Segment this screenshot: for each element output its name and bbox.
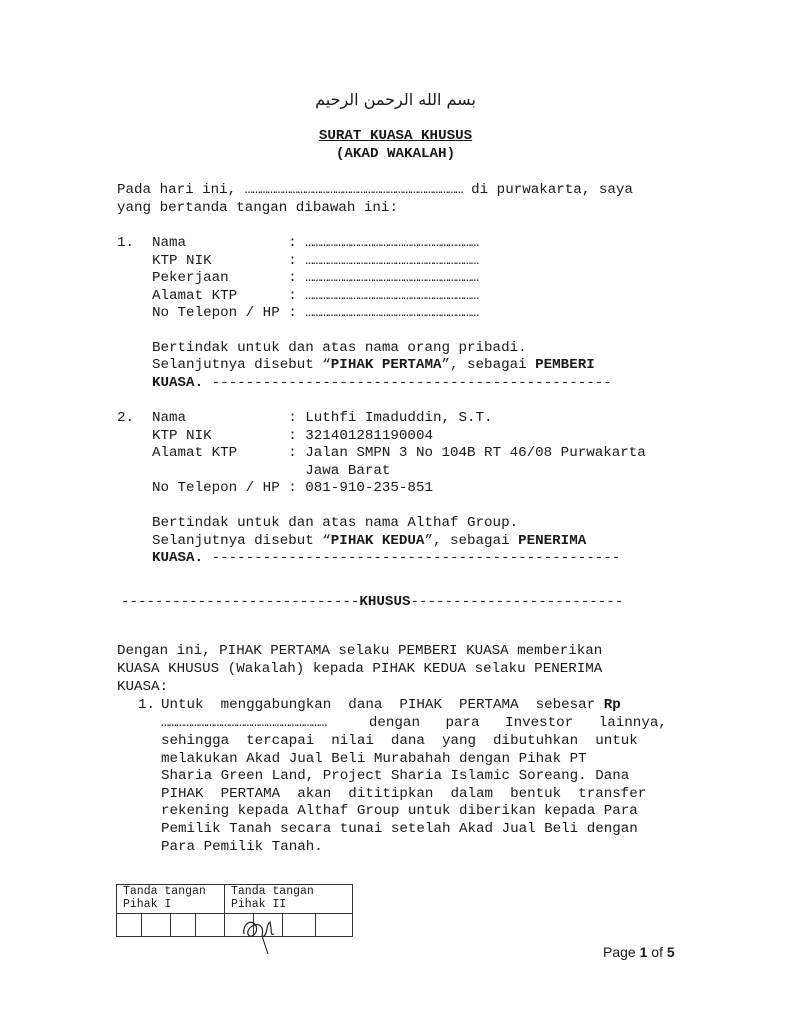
divider-right: ------------------------- [410,594,624,610]
document-title: SURAT KUASA KHUSUS [318,128,473,144]
page-of: of [647,944,667,960]
field-label: Alamat KTP [152,445,280,462]
party2-alias: PIHAK KEDUA [330,533,425,549]
item1-line: PIHAK PERTAMA akan dititipkan dalam bentuk transfer [161,785,647,802]
intro-text: Pada hari ini, [117,182,245,198]
currency-label: Rp [603,697,621,713]
party2-field-row [152,428,646,446]
party2-field-row [152,410,646,428]
field-value: Jawa Barat [305,462,391,479]
field-label: Nama [152,235,280,251]
field-label: KTP NIK [152,427,280,444]
party1-number: 1. [117,235,135,251]
called-mid: ”, sebagai [441,357,536,373]
party1-field-row [152,270,478,288]
field-sep [280,463,306,479]
signature-box [196,914,225,937]
party1-role: PEMBERI [535,357,595,373]
field-sep: : [279,270,306,287]
signature-box [316,914,353,937]
body-line-3: KUASA: [117,679,169,695]
field-value: …………………………………………………………… [305,270,479,287]
signature-header-party1 [117,885,225,914]
item1-line-1 [161,697,621,715]
field-sep: : [279,287,306,304]
item1-number: 1. [138,697,156,713]
section-divider [121,594,623,612]
field-label: No Telepon / HP [152,305,280,322]
party2-role-line [152,550,620,568]
page-number [603,944,675,960]
signature-table [116,884,353,937]
party2-role-cont: KUASA. [152,550,204,566]
field-sep: : [279,445,306,462]
item1-line: Pemilik Tanah secara tunai setelah Akad Jual Beli dengan [161,820,638,837]
page-total: 5 [666,944,675,960]
party1-field-row [152,253,478,271]
party1-field-row [152,235,478,253]
dash-filler: ------------------------------------------------ [203,550,621,566]
field-sep: : [279,305,306,322]
signature-label: Pihak II [231,898,287,911]
party1-fields [152,235,478,323]
party2-field-row [152,445,646,463]
party2-fields [152,410,646,498]
party2-role: PENERIMA [518,533,587,549]
signature-label: Tanda tangan [231,885,314,898]
intro-line-2: yang bertanda tangan dibawah ini: [117,200,398,216]
page-current: 1 [639,944,648,960]
party1-field-row [152,305,478,323]
party1-field-row [152,288,478,306]
item1-paragraph [161,733,646,856]
field-value: …………………………………………………………… [305,305,479,322]
field-label: Alamat KTP [152,287,280,304]
item1-line: Sharia Green Land, Project Sharia Islamic Soreang. Dana [161,768,630,785]
party1-called [152,357,595,375]
item1-line-2 [161,715,667,733]
field-label: KTP NIK [152,252,280,269]
field-value: 321401281190004 [305,427,433,444]
party1-role-cont: KUASA. [152,375,204,391]
signature-box [142,914,171,937]
item1-text: dengan para Investor lainnya, [326,715,667,731]
date-blank: …………………………………………………………………………… [244,182,463,198]
signature-box [283,914,316,937]
field-sep: : [279,427,306,444]
party2-field-row [152,480,646,498]
signature-label: Pihak I [123,898,172,911]
field-value: Jalan SMPN 3 No 104B RT 46/08 Purwakarta [305,445,646,462]
divider-left: ---------------------------- [121,594,360,610]
field-label: Pekerjaan [152,270,280,287]
amount-blank: ………………………………………………………… [161,715,327,731]
field-value: …………………………………………………………… [305,235,479,251]
party2-called [152,533,586,551]
party2-acting: Bertindak untuk dan atas nama Althaf Group. [152,515,519,531]
field-label [152,463,280,479]
dash-filler: ----------------------------------------------- [203,375,612,391]
body-line-2: KUASA KHUSUS (Wakalah) kepada PIHAK KEDUA selaku PENERIMA [117,661,603,677]
party2-number: 2. [117,410,135,426]
item1-line: rekening kepada Althaf Group untuk diberikan kepada Para [161,803,638,820]
signature-scribble-icon [240,906,276,958]
item1-text: Untuk menggabungkan dana PIHAK PERTAMA sebesar [161,697,604,713]
item1-line: Para Pemilik Tanah. [161,838,323,855]
field-label: Nama [152,410,280,426]
party1-role-line [152,375,612,393]
party2-field-row [152,463,646,481]
field-sep: : [279,410,306,426]
signature-label: Tanda tangan [123,885,206,898]
called-text: Selanjutnya disebut “ [152,357,331,373]
bismillah-heading: بسم الله الرحمن الرحيم [315,90,476,109]
called-mid: ”, sebagai [424,533,519,549]
body-line-1: Dengan ini, PIHAK PERTAMA selaku PEMBERI KUASA memberikan [117,643,603,659]
called-text: Selanjutnya disebut “ [152,533,331,549]
item1-line: melakukan Akad Jual Beli Murabahah dengan Pihak PT [161,750,587,767]
field-sep: : [279,480,306,497]
party1-acting: Bertindak untuk dan atas nama orang pribadi. [152,340,527,356]
item1-line: sehingga tercapai nilai dana yang dibutuhkan untuk [161,733,638,749]
intro-text-end: di purwakarta, saya [462,182,633,198]
field-value: 081-910-235-851 [305,480,433,497]
field-sep: : [279,252,306,269]
intro-line-1 [117,182,633,200]
field-value: Luthfi Imaduddin, S.T. [305,410,493,426]
document-subtitle: (AKAD WAKALAH) [335,146,456,162]
field-value: …………………………………………………………… [305,252,479,269]
page-prefix: Page [603,944,640,960]
field-value: …………………………………………………………… [305,287,479,304]
signature-box [117,914,142,937]
party1-alias: PIHAK PERTAMA [330,357,442,373]
section-label: KHUSUS [359,594,411,610]
field-sep: : [279,235,306,251]
signature-box [171,914,196,937]
field-label: No Telepon / HP [152,480,280,497]
